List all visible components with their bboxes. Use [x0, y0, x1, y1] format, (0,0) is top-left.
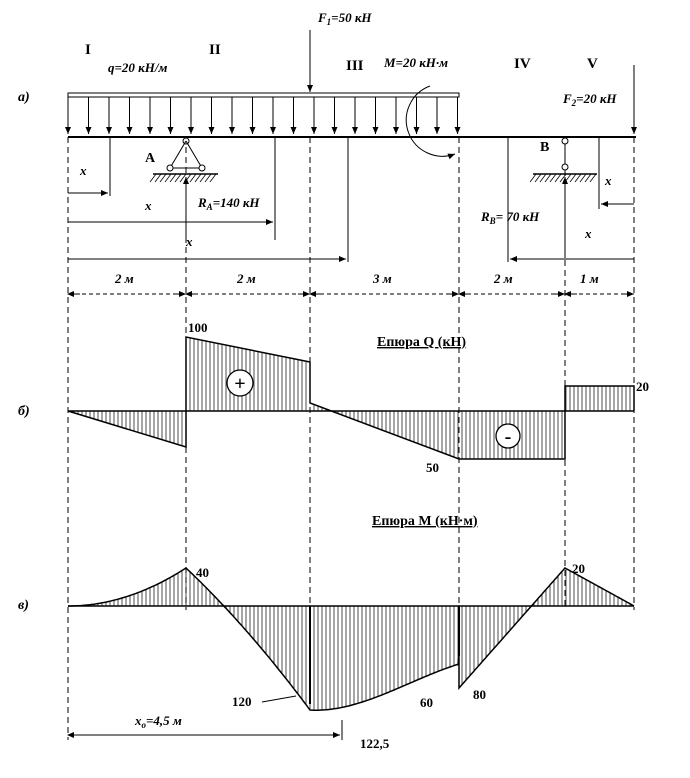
span-label-IV: IV [514, 56, 531, 72]
span-label-II: II [209, 42, 221, 58]
moment-value-122-5: 122,5 [360, 736, 390, 751]
shear-value-50: 50 [426, 460, 439, 475]
dim-2: 2 м [237, 271, 256, 286]
dimension-line [68, 271, 634, 294]
support-A [150, 138, 218, 182]
dim-1: 2 м [115, 271, 134, 286]
svg-text:x: x [605, 173, 612, 188]
shear-value-20: 20 [636, 379, 649, 394]
row-label-b: б) [18, 404, 30, 419]
moment-value-120: 120 [232, 694, 252, 709]
shear-value-100: 100 [188, 320, 208, 335]
plus-sign: + [234, 373, 246, 395]
svg-text:x: x [186, 234, 193, 249]
moment-outline [68, 568, 634, 710]
M-label: M=20 кН·м [384, 55, 449, 70]
section-lines [68, 137, 634, 740]
moment-value-60: 60 [420, 695, 433, 710]
RB-label: $R_B= 70$ кН [481, 209, 540, 226]
moment-value-20: 20 [572, 561, 585, 576]
svg-text:x: x [80, 163, 87, 178]
beam-scheme [18, 10, 636, 294]
RA-label: $R_A=140$ кН [198, 195, 260, 212]
moment-value-40: 40 [196, 565, 209, 580]
support-A-label: A [145, 151, 156, 166]
span-label-III: III [346, 58, 364, 74]
dim-5: 1 м [580, 271, 599, 286]
minus-sign: - [504, 426, 512, 448]
span-label-I: I [85, 42, 91, 58]
moment-title: Епюра M (кН·м) [372, 514, 478, 529]
shear-diagram [18, 320, 649, 475]
row-label-a: а) [18, 90, 30, 105]
svg-text:x: x [145, 198, 152, 213]
svg-text:x: x [585, 226, 592, 241]
x0-label: $x_o=4,5$ м [135, 713, 182, 730]
shear-title: Епюра Q (кН) [377, 335, 467, 350]
moment-value-80: 80 [473, 687, 486, 702]
q-label: q=20 кН/м [108, 60, 168, 75]
dim-4: 2 м [494, 271, 513, 286]
dim-3: 3 м [373, 271, 392, 286]
F2-label: $F_2=20$ кН [563, 91, 617, 108]
row-label-v: в) [18, 598, 29, 613]
F1-label: $F_1=50$ кН [318, 10, 372, 27]
shear-outline [68, 337, 634, 459]
span-label-V: V [587, 56, 598, 72]
shear-hatching [70, 338, 630, 459]
support-B-label: B [540, 140, 550, 155]
distributed-load-band [68, 93, 459, 97]
distributed-load-arrows [68, 97, 458, 134]
moment-diagram [18, 514, 634, 751]
leader-120 [262, 696, 296, 702]
